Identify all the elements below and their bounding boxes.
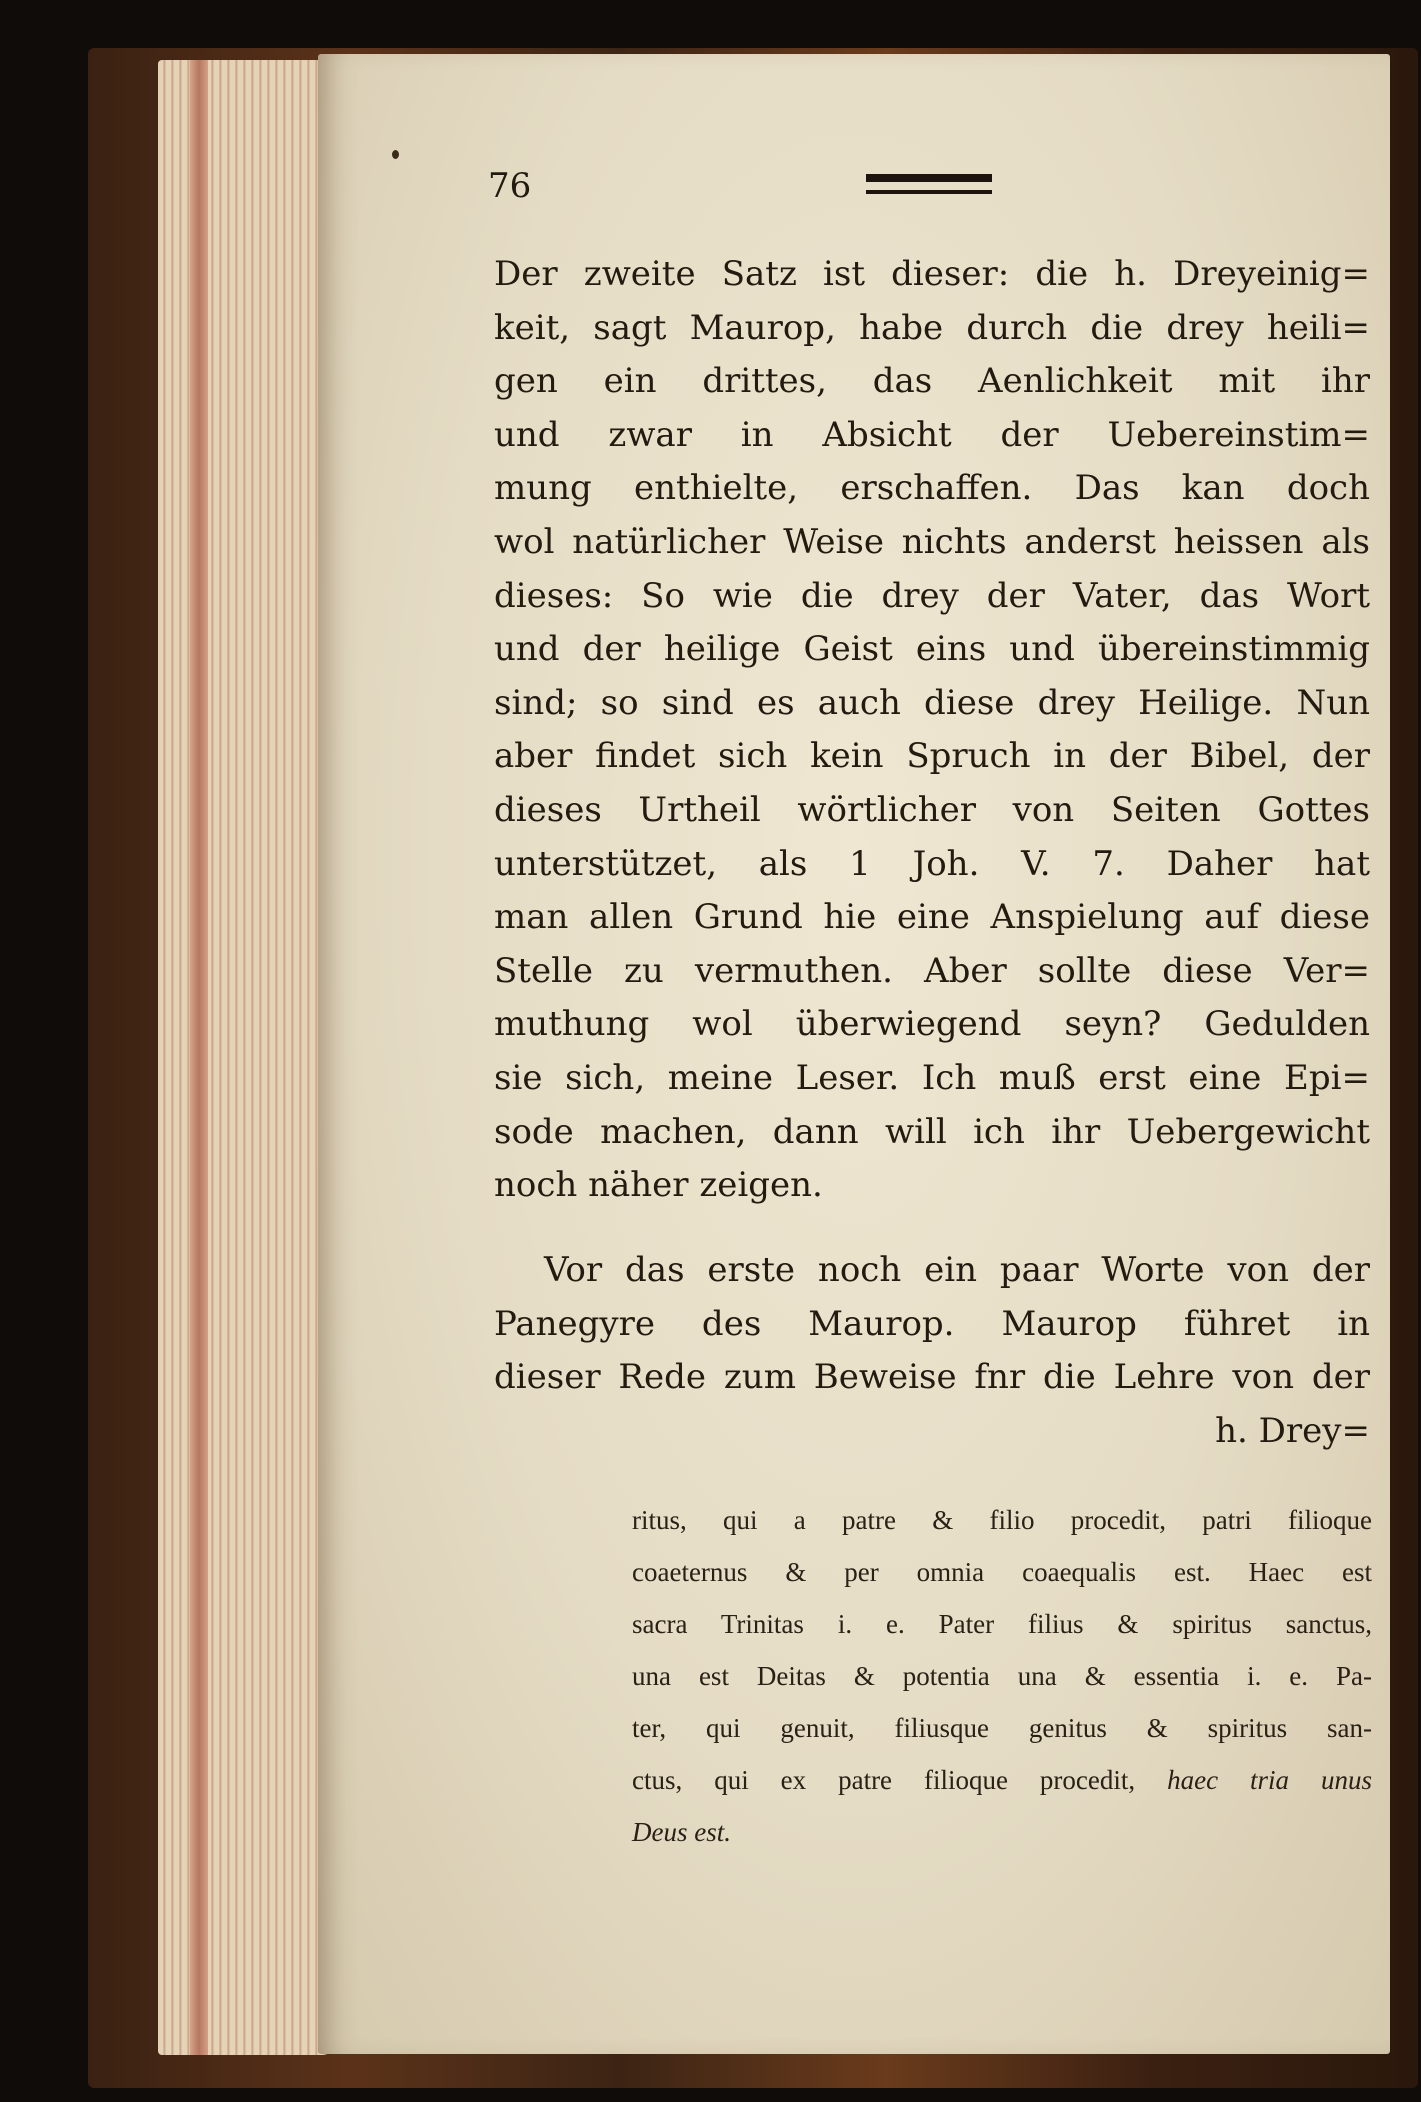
text-line: dieser Rede zum Beweise fnr die Lehre von der <box>494 1357 1370 1398</box>
text-line: Vor das erste noch ein paar Worte von der <box>544 1250 1370 1290</box>
paragraph-2 <box>494 1244 1370 1458</box>
text-line: man allen Grund hie eine Anspielung auf diese <box>494 897 1370 938</box>
text-line: gen ein drittes, das Aenlichkeit mit ihr <box>494 361 1370 402</box>
footnote-line: coaeternus & per omnia coaequalis est. Haec est <box>632 1557 1372 1587</box>
header-rule-thick <box>866 174 992 182</box>
page-edges <box>158 60 328 2055</box>
footnote-line: ter, qui genuit, filiusque genitus & spiritus san- <box>632 1713 1372 1743</box>
text-line: und der heilige Geist eins und übereinstimmig <box>494 629 1370 670</box>
footnote-line: ritus, qui a patre & filio procedit, patri filioque <box>632 1505 1372 1535</box>
text-line: sind; so sind es auch diese drey Heilige. Nun <box>494 682 1370 723</box>
header-rule-thin <box>866 190 992 194</box>
text-line: und zwar in Absicht der Uebereinstim= <box>494 414 1370 455</box>
text-line: muthung wol überwiegend seyn? Gedulden <box>494 1004 1370 1045</box>
text-line: mung enthielte, erschaffen. Das kan doch <box>494 468 1370 509</box>
text-line: keit, sagt Maurop, habe durch die drey heili= <box>494 307 1370 348</box>
text-line: Stelle zu vermuthen. Aber sollte diese Ver= <box>494 950 1370 991</box>
page-number: 76 <box>488 166 532 206</box>
text-line: sie sich, meine Leser. Ich muß erst eine Epi= <box>494 1057 1370 1098</box>
footnote-line: una est Deitas & potentia una & essentia i. e. Pa- <box>632 1661 1372 1691</box>
paragraph-1 <box>494 248 1370 1213</box>
footnote-line-mixed <box>632 1754 1372 1806</box>
text-line: dieses Urtheil wörtlicher von Seiten Gottes <box>494 789 1370 830</box>
text-line: unterstützet, als 1 Joh. V. 7. Daher hat <box>494 843 1370 884</box>
footnote-text: ctus, qui ex patre filioque procedit, <box>632 1765 1136 1795</box>
footnote-line: sacra Trinitas i. e. Pater filius & spiritus sanctus, <box>632 1609 1372 1639</box>
text-line: sode machen, dann will ich ihr Uebergewicht <box>494 1111 1370 1152</box>
ink-spot <box>392 150 399 159</box>
footnote-italic: haec tria unus <box>1167 1765 1372 1795</box>
text-line: aber findet sich kein Spruch in der Bibel, der <box>494 736 1370 777</box>
catchword: h. Drey= <box>1215 1410 1370 1451</box>
red-page-edge <box>190 60 208 2055</box>
text-line: wol natürlicher Weise nichts anderst heissen als <box>494 521 1370 562</box>
text-line: Der zweite Satz ist dieser: die h. Dreyeinig= <box>494 254 1370 294</box>
footnote-line: Deus est. <box>632 1817 731 1847</box>
text-line: Panegyre des Maurop. Maurop führet in <box>494 1303 1370 1344</box>
text-line: dieses: So wie die drey der Vater, das Wort <box>494 575 1370 616</box>
text-line: noch näher zeigen. <box>494 1165 823 1206</box>
footnote <box>632 1494 1372 1858</box>
